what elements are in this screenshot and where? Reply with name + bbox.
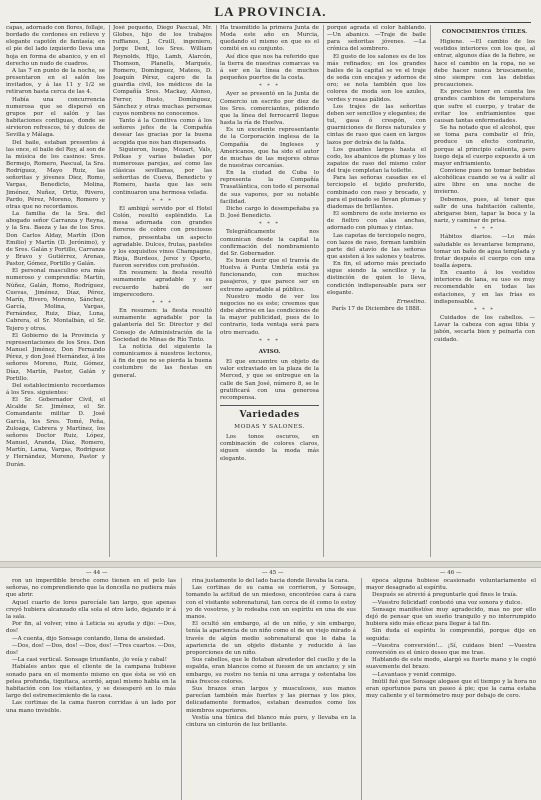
bottom-paragraph: Sus cabellos, que le flotaban alrededor del cuello y de la espalda, eran blancos como si fuesen de un anciano; y sin embargo, su rostro no tenía ni una arruga y ostentaba los más frescos colores. xyxy=(186,657,356,685)
col5-paragraph: Cuidados de los cabellos. —Lavar la cabeza con agua tibia y jabón, secarla bien y peinarla con cuidado. xyxy=(434,315,535,343)
col4-paragraph: En fin, el adorno más preciado sigue siendo la sencillez y la distinción de quien lo lleva, condición indispensable para ser elegante. xyxy=(327,261,426,296)
column-divider xyxy=(430,25,431,557)
page-number-center: — 45 — xyxy=(262,570,284,576)
variedades-heading: Variedades xyxy=(239,409,300,420)
bottom-column-right xyxy=(366,578,536,800)
col3-paragraph: Es buen decir que el tranvía de Huelva á Punta Umbría está ya funcionando, con muchos pasajeros, y que parece ser en extremo agradable al público. xyxy=(220,258,319,293)
col5-paragraph: Se ha notado que el alcohol, que se toma para combatir el frío, produce un efecto contrario, porque al principio calienta, pero luego deja el cuerpo expuesto á un mayor enfriamiento. xyxy=(434,125,535,167)
column-4 xyxy=(327,25,426,557)
col3-paragraph: Ayer se presentó en la Junta de Comercio un escrito por diez de los Sres. comerciantes, pidiendo que la línea del ferrocarril llegue hasta la ría de Huelva. xyxy=(220,91,319,127)
bottom-paragraph: época alguna hubiese ocasionado voluntariamente el mayor desagrado al espíritu. xyxy=(366,578,536,592)
page-fold-strip xyxy=(0,561,541,568)
col5-paragraph: Hábitos diarios. —Lo más saludable es levantarse temprano, tomar un baño de agua templada y frotar después el cuerpo con una toalla áspera. xyxy=(434,234,535,269)
bottom-paragraph: Vestía una túnica del blanco más puro, y llevaba en la cintura un cinturón de luz brillante. xyxy=(186,714,356,729)
col5-paragraph: Debemos, pues, al tener que salir de una habitación caliente, abrigarse bien, tapar la boca y la nariz, y caminar de prisa. xyxy=(434,196,535,225)
col1-paragraph: La familia de la Sra. del abogado señor Carranza y Reyna, y la Sra. Baeza y las de los Sres. Don Carlos Alday, Martín (Don Emilio) y Martín (D. Jerónimo), y de Sres. Galán y Portillo, Carranza y Bravo y Gutiérrez, Arenas, Pastor, Gómez, Portillo y Galán. xyxy=(6,211,105,268)
aviso-text: El que encuentre un objeto de valor extraviado en la plaza de la Merced, y que se entregue en la calle de San José, número 8, se le gratificará con una generosa recompensa. xyxy=(220,359,319,401)
dateline: París 17 de Diciembre de 1888. xyxy=(331,306,422,313)
col3-paragraph: Es un excelente representante de la Corporación inglesa de la Compañía de Ingleses y Americanos, que ha sido el autor de muchas de las mejores obras de nuestras cercanías. xyxy=(220,127,319,169)
col3-paragraph: Así dice que nos ha referido que la tierra de nuestras comarcas va á ser en la línea de muchos pequeños puertos de la costa. xyxy=(220,53,319,82)
col2-paragraph: José pequeño, Diego Pascual, Mr. Globes, hijo de los trabajos ruffianos, J. Cruill, ingeniero, Jorge Dent, los Sres. William Reynolds, Hijo, Lamb, Alarcón, Thomson, Planells, Marqués, Romero, Domínguez, Mateos, D. Joaquín Pérez, cajero de la guardia civil, los médicos de la Compañía Sres. Mackay, Alonso, Ferrer, Busto, Domínguez, Sánchez y otras muchas personas cuyos nombres no conocemos. xyxy=(113,25,212,117)
bottom-paragraph: —Vuestro felicidad! contestó una voz sonora y dulce. xyxy=(372,599,523,606)
page-number-right: — 46 — xyxy=(440,570,462,576)
bottom-paragraph: Sin duda el espíritu lo comprendió, porque dijo en seguida: xyxy=(366,628,536,642)
section-stars: * * * xyxy=(259,83,280,90)
page-number-left: — 44 — xyxy=(86,570,108,576)
col1-paragraph: capas, adornado con flores, follaje, bordado de cordones en relieve y elegante capotón de fantasía; en el pie del lado izquierdo lleva una hoja en forma de abanico, y en el derecho un nudo de cuadros. xyxy=(6,25,105,67)
bottom-paragraph: Las cortinas de su cama se corrieron, y Sonsage, tomando la actitud de un miedoso, encontróse cara á cara con el visitante sobrenatural, tan cerca de él como lo estoy yo de vosotros, y lo rodeaba con un espíritu en una de sus manos. xyxy=(186,585,356,621)
column-3 xyxy=(220,25,319,557)
section-stars: * * * xyxy=(474,306,495,313)
col4-paragraph: Los trajes de las señoritas deben ser sencillos y elegantes; de tul, gasa ó crespón, con guarniciones de flores naturales y cintas de raso que caen en largos lazos por detrás de la falda. xyxy=(327,103,426,146)
col3-paragraph: Ha trasmitido la primera Junta de Moda este año en Murcia, quedando el mismo en que es el comité en su conjunto. xyxy=(220,25,319,53)
variedades-subheading: MODAS Y SALONES. xyxy=(234,423,305,430)
col4-paragraph: porqué agrada el color hablando. —Un abanico. —Traje de baile para señoritas jóvenes. —La crónica del sombrero. xyxy=(327,25,426,53)
col1-paragraph: A las 7 en punto de la noche, se presentaron en el salón los invitados, y á las 11 y 1/2 se retiraron hasta cerca de las 4. xyxy=(6,67,105,96)
col3-paragraph: En la ciudad de Cuba lo representa la Compañía Trasatlántica, con todo el personal de sus vapores, por su notable facilidad. xyxy=(220,170,319,205)
col3-paragraph: Los tonos oscuros, en combinación de colores claros, siguen siendo la moda más elegante. xyxy=(220,434,319,462)
col5-paragraph: Higiene. —El cambio de los vestidos interiores con los que, al entrar, algunos días de la fiebre, se hace el cambio en la ropa, no se debe hacer nunca bruscamente, sino siempre con las debidas precauciones. xyxy=(434,39,535,89)
bottom-paragraph: ron un imperdible broche como tienen en el pelo las señoras, no comprendiendo que la doncella no pudiera más que abrir. xyxy=(6,578,176,599)
bottom-paragraph: El ocultó sin embargo, al de un niño, y sin embargo, tenía la apariencia de un niño como el de un viejo mirado á través de algún medio sobrenatural que le daba la apariencia de un objeto distante y reducido á las proporciones de un niño. xyxy=(186,621,356,657)
bottom-paragraph: Inútil fué que Sonsage alegase que el tiempo y la hora no eran oportunos para un paseo á pie; que la cama estaba muy caliente y el termómetro muy por debajo de cero. xyxy=(366,678,536,700)
bottom-paragraph: rina justamente lo del lado hacia donde llevaba la cara. xyxy=(192,578,350,584)
col5-paragraph: Es preciso tener en cuenta los grandes cambios de temperatura que sufre el cuerpo, y tratar de evitar los enfriamientos que causan tantas enfermedades. xyxy=(434,89,535,124)
column-divider xyxy=(181,578,182,800)
col2-paragraph: Siguieron, luego, Mozart, Vals, Polkas y varias baladas por numerosas parejas, así como las clásicas sevillanas, por las señoritas de Cueva, Benedicto y Romero, hasta que las seis continuaron una hermosa velada. xyxy=(113,146,212,196)
col4-paragraph: El gusto de los salones es de los más refinados; en los grandes bailes de la capital se ve el traje de seda con encajes y adornos de oro; se nota también que los colores de moda son los azules, verdes y rosas pálidos. xyxy=(327,53,426,103)
section-stars: * * * xyxy=(152,299,173,306)
section-stars: * * * xyxy=(474,226,495,233)
bottom-paragraph: —Dos, dos! —Dos, dos! —Dos, dos! —Tres cuartos. —Dos, dos! xyxy=(6,642,176,657)
col3-paragraph: Nuestro modo de ver los negocios no es este; creemos que debe abrirse en las condiciones de la mayor publicidad, pues de lo contrario, toda ventaja será para otro mercado. xyxy=(220,293,319,336)
col4-paragraph: El sombrero de este invierno es de fieltro con alas anchas, adornado con plumas y cintas. xyxy=(327,211,426,232)
column-1 xyxy=(6,25,105,557)
col4-paragraph: Las capotas de terciopelo negro, con lazos de raso, forman también parte del atavío de las señoras que asisten á los salones y teatros. xyxy=(327,232,426,260)
col2-paragraph: El ambigú servido por el Hotel Colón, resultó espléndido. La mesa adornada con grandes floreros de cobre con preciosos ramos, presentaba un aspecto agradable. Dulces, frutas, pasteles y los exquisitos vinos Champagne, Rioja, Burdeos, Jerez y Oporto, fueron servidos con profusión. xyxy=(113,205,212,270)
col1-paragraph: El Gobierno de la Provincia y representaciones de los Sres. Don Manuel Jiménez, Don Fernando Pérez, y don José Hernández, á los señores Moreno, Ruiz, Gómez, Díaz, Martín, Pastor, Galán y Portillo. xyxy=(6,332,105,382)
bottom-paragraph: —La casi vertical. Sonsage triunfante, ¡lo veía y cabal! xyxy=(12,657,167,664)
column-divider xyxy=(361,578,362,800)
masthead-rule xyxy=(10,22,531,23)
col4-paragraph: Para las señoras casadas es el terciopelo el tejido preferido, combinado con raso y brocado, y para el peinado se llevan plumas y diademas de brillantes. xyxy=(327,175,426,210)
col2-paragraph: En resumen: la fiesta resultó sumamente agradable por la galantería del Sr. Director y del Consejo de Administración de la Sociedad de Minas de Río Tinto. xyxy=(113,308,212,343)
col3-paragraph: Telegráficamente nos comunican desde la capital la confirmación del nombramiento del Sr. Gobernador. xyxy=(220,229,319,257)
column-divider xyxy=(323,25,324,557)
author-signature: Ernestina. xyxy=(396,298,426,305)
column-divider xyxy=(216,25,217,557)
col2-paragraph: Tanto á la Comitiva como á los señores jefes de la Compañía desear las gracias por la buena acogida que nos han dispensado. xyxy=(113,118,212,146)
bottom-paragraph: Aquel cuarto de lores parecíale tan largo, que apenas creyó hubiera alcanzado ella sola el otro lado, dejando ir á la sala. xyxy=(6,599,176,621)
bottom-paragraph: Sonsage manifestóse muy agradecido, mas no por ello dejó de pensar que un sueño tranquilo y no interrumpido hubiera sido más eficaz para llegar á tal fin. xyxy=(366,606,536,628)
bottom-column-left xyxy=(6,578,176,800)
bottom-paragraph: —Levantaos y venid conmigo. xyxy=(372,671,457,678)
col1-paragraph: El Sr. Gobernador Civil, el Alcalde Sr. Jiménez, el Sr. Comandante militar D. José García, los Sres. Tomé, Peña, Zuloaga, Cabrera y Martínez, los señores Doctor Ruiz, López, Manuel, Aranda, Díaz, Romero, Martín, Lama, Vargas, Rodríguez y Hernández, Moreno, Pastor y Durán. xyxy=(6,397,105,468)
bottom-paragraph: Las cortinas de la cama fueron corridas á un lado por una mano invisible. xyxy=(6,700,176,714)
col2-paragraph: La noticia del siguiente la comunicamos á nuestros lectores, á fin de que no se pierda la buena costumbre de las fiestas en general. xyxy=(113,343,212,379)
section-stars: * * * xyxy=(152,197,173,204)
bottom-paragraph: Hablando de este modo, alargó su fuerte mano y le cogió suavemente del brazo. xyxy=(366,657,536,671)
bottom-paragraph: —A cuenta, dijo Sonsage contando, llena de ansiedad. xyxy=(12,635,166,642)
section-stars: * * * xyxy=(259,337,280,344)
bottom-paragraph: —Vuestra conversión!... ¡Sí, cuidaos bien! —Vuestra conversión es el único deseo que me trae. xyxy=(366,642,536,657)
column-5 xyxy=(434,25,535,557)
column-divider xyxy=(109,25,110,557)
col5-paragraph: Conviene pues no tomar bebidas alcohólicas cuando se va á salir al aire libre en una noche de invierno. xyxy=(434,167,535,196)
section-stars: * * * xyxy=(259,221,280,228)
masthead-title: LA PROVINCIA. xyxy=(214,4,327,19)
col5-paragraph: En cuanto á los vestidos interiores de lana, su uso es muy recomendable en todas las estaciones, y en las frías es indispensable. xyxy=(434,270,535,305)
aviso-heading: AVISO. xyxy=(258,348,281,355)
col4-paragraph: Los guantes largos hasta el codo, los abanicos de plumas y los zapatos de raso del mismo color del traje completan la toilette. xyxy=(327,146,426,175)
col1-paragraph: Del establecimiento recordamos á los Sres. siguientes: xyxy=(6,382,105,396)
bottom-paragraph: Habíales antes que el cliente de la campana hubiese sonado para en el momento mismo en que ésta se vió en pelea profunda, tiquitaca, acordó, aquel mismo habla en la habitación con los visitantes, y se desesperó en lo más largo del estremecimiento de la casa. xyxy=(6,664,176,700)
bottom-paragraph: Sus brazos eran largos y musculosos, sus manos parecían también más fuertes y las piernas y los pies, delicadamente formados, estaban desnudos como los miembros superiores. xyxy=(186,686,356,714)
col1-paragraph: El personal masculino era más numeroso y comprendía: Martín, Núñez, Galán, Romo, Rodríguez, Cuevas, Jiménez, Díaz, Pérez, Marín, Rivero, Moreno, Sánchez, García, Molina, Vargas, Fernández, Ruiz, Díaz, Luna, Cabrera, el Sr. Montalbán, el Sr. Tejero y otros. xyxy=(6,268,105,332)
col2-paragraph: En resumen: la fiesta resultó sumamente agradable y su recuerdo habrá de ser imperecedero. xyxy=(113,270,212,298)
col1-paragraph: Del baile, estaban presentes á las once, el baile del Rey, al son de la música de los casinos: Sres. Bermejo, Romero, Pascual, la Sra. Rodríguez, Mayo Ruiz, las señoritas y jóvenes Diez, Romo, Vargas, Benedicto, Molina, Jiménez, Nuñez, Ortiz, Rivero, Pardo, Pérez, Moreno, Romero y otras que no recordamos. xyxy=(6,139,105,210)
section-rule xyxy=(220,405,319,406)
column-2 xyxy=(113,25,212,557)
col1-paragraph: Había una concurrencia numerosa que se dispersó en grupos por el salón y las habitaciones contiguas, donde se sirvieron refrescos, té y dulces de Sevilla y Málaga. xyxy=(6,96,105,139)
bottom-column-center xyxy=(186,578,356,800)
bottom-paragraph: Después se atrevió á preguntarle qué fines le traía. xyxy=(372,592,518,599)
col3-paragraph: Dicho cargo lo desempeñaba ya D. José Benedicto. xyxy=(220,205,319,220)
bottom-paragraph: Por fin, al volver, vino á Leticia su ayuda y dijo: —Dos, dos! xyxy=(6,621,176,635)
conocimientos-heading: CONOCIMIENTOS ÚTILES. xyxy=(441,29,528,35)
